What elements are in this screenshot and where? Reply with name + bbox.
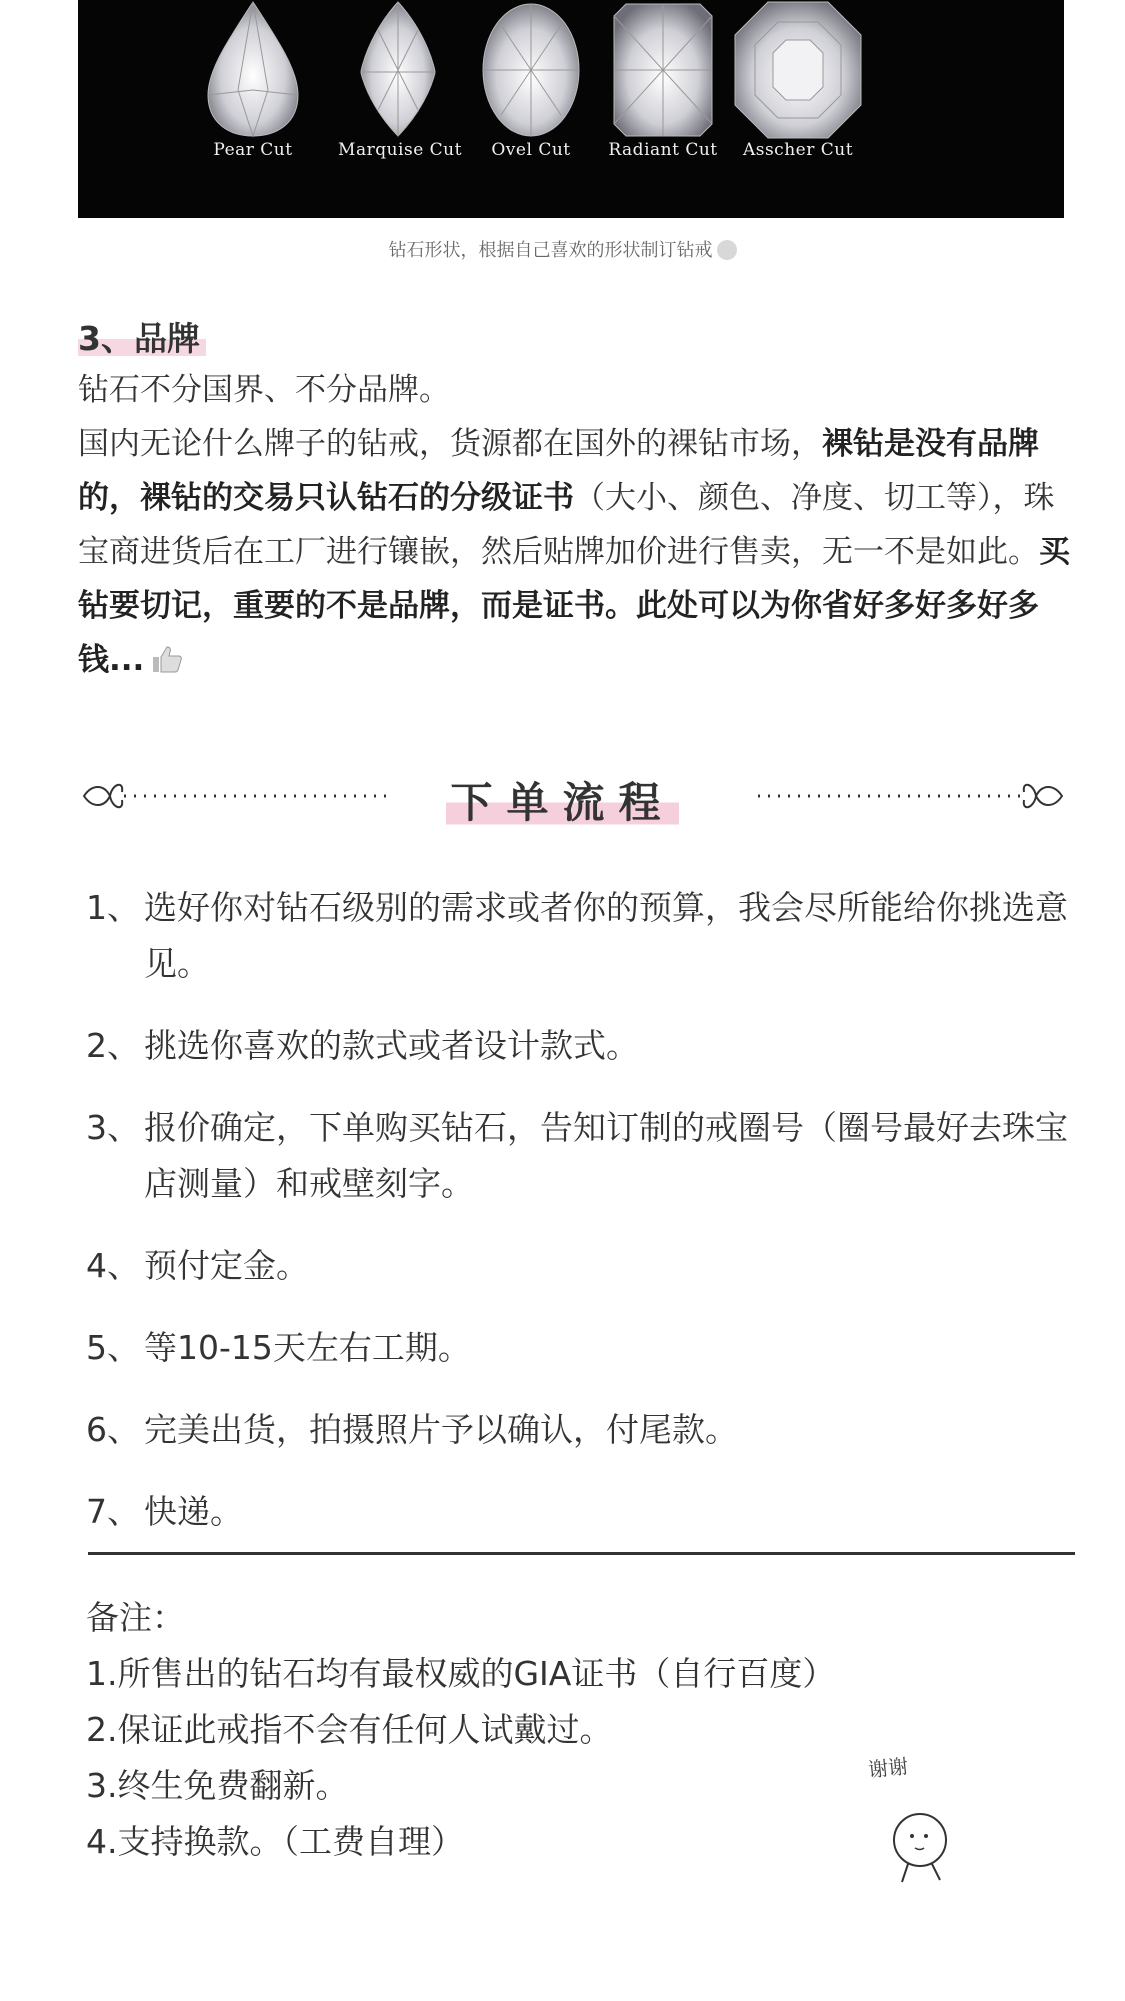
oval-icon [456, 0, 606, 140]
image-caption [0, 236, 1125, 262]
step-number: 2、 [86, 1026, 140, 1065]
brand-line: 钻石不分国界、不分品牌。 [78, 372, 450, 408]
note-item: 4.支持换款。（工费自理） [86, 1822, 464, 1861]
gem-label: Ovel Cut [491, 140, 571, 160]
step-number: 3、 [86, 1108, 140, 1147]
note-item: 2.保证此戒指不会有任何人试戴过。 [86, 1710, 613, 1749]
step-number: 7、 [86, 1492, 140, 1531]
notes-heading: 备注： [86, 1598, 185, 1637]
list-item [86, 1320, 1086, 1376]
smile-emoji-icon [717, 240, 737, 260]
stick-figure-icon [860, 1752, 980, 1912]
step-number: 4、 [86, 1246, 140, 1285]
list-item [86, 880, 1086, 992]
radiant-cut-gem [588, 0, 738, 140]
brand-text: 国内无论什么牌子的钻戒，货源都在国外的裸钻市场， [78, 426, 822, 462]
oval-cut-gem [456, 0, 606, 140]
order-process-title [0, 770, 1125, 830]
pear-cut-gem [178, 0, 328, 140]
step-text: 预付定金。 [144, 1246, 309, 1285]
order-steps-list [86, 880, 1086, 1566]
brand-emphasis: 买钻要切记，重要的不是品牌，而是证书。此处可以为你省好多好多好多钱... [78, 534, 1070, 678]
horizontal-rule [88, 1552, 1075, 1555]
thumbs-up-icon [150, 644, 184, 674]
asscher-cut-gem [723, 0, 873, 140]
brand-paragraph [78, 417, 1078, 687]
step-text: 快递。 [144, 1492, 243, 1531]
marquise-cut-gem [323, 0, 473, 140]
step-number: 5、 [86, 1328, 140, 1367]
step-number: 1、 [86, 888, 140, 927]
gem-label: Marquise Cut [338, 140, 462, 160]
order-title-text: 下单流程 [446, 778, 678, 827]
list-item [86, 1100, 1086, 1212]
pear-icon [178, 0, 328, 140]
gem-label: Radiant Cut [608, 140, 718, 160]
brand-text: （大小、颜色、净度、切工等），珠宝商进货后在工厂进行镶嵌，然后贴牌加价进行售卖，无一不是如此。 [78, 480, 1055, 570]
step-text: 挑选你喜欢的款式或者设计款式。 [144, 1026, 639, 1065]
step-text: 选好你对钻石级别的需求或者你的预算，我会尽所能给你挑选意见。 [144, 888, 1068, 983]
step-text: 完美出货，拍摄照片予以确认，付尾款。 [144, 1410, 738, 1449]
asscher-icon [723, 0, 873, 140]
marquise-icon [323, 0, 473, 140]
list-item [86, 1018, 1086, 1074]
brand-emphasis: 裸钻是没有品牌的，裸钻的交易只认钻石的分级证书 [78, 426, 1039, 516]
caption-text: 钻石形状，根据自己喜欢的形状制订钻戒 [388, 240, 713, 261]
notes-section [86, 1590, 886, 1870]
step-number: 6、 [86, 1410, 140, 1449]
list-item [86, 1484, 1086, 1540]
gem-label: Asscher Cut [742, 140, 854, 160]
step-text: 报价确定，下单购买钻石，告知订制的戒圈号（圈号最好去珠宝店测量）和戒壁刻字。 [144, 1108, 1068, 1203]
gem-label: Pear Cut [213, 140, 293, 160]
list-item [86, 1402, 1086, 1458]
note-item: 3.终生免费翻新。 [86, 1766, 349, 1805]
step-text: 等10-15天左右工期。 [144, 1328, 471, 1367]
diamond-shapes-banner [78, 0, 1064, 218]
thanks-doodle-text: 谢谢 [867, 1753, 910, 1783]
list-item [86, 1238, 1086, 1294]
brand-heading: 3、品牌 [78, 313, 206, 360]
note-item: 1.所售出的钻石均有最权威的GIA证书（自行百度） [86, 1654, 836, 1693]
radiant-icon [588, 0, 738, 140]
